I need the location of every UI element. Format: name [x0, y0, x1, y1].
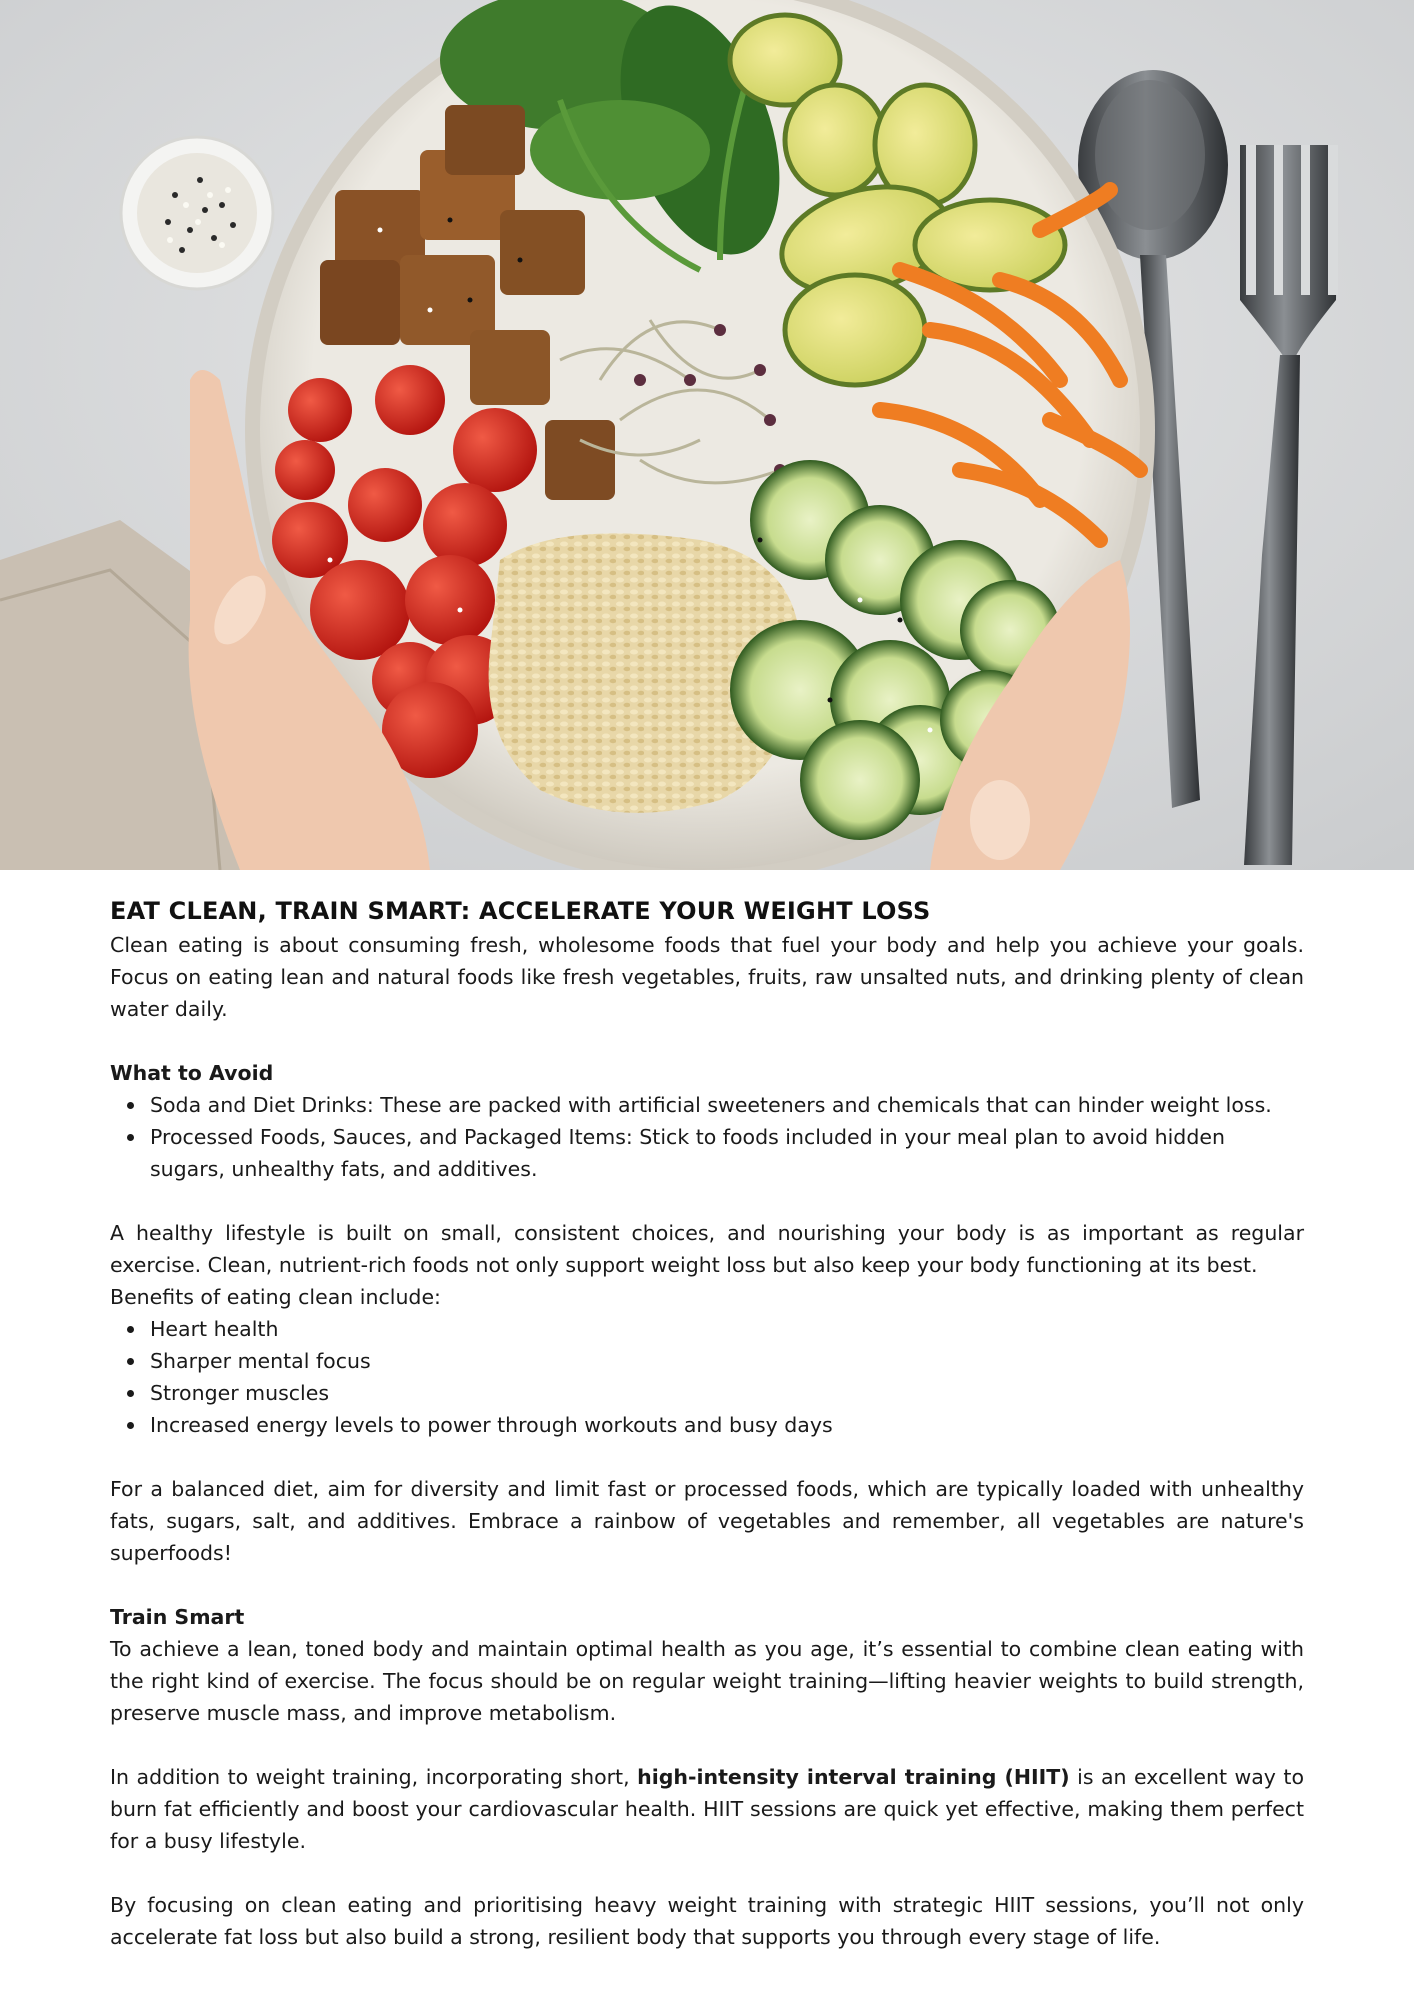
spacer	[110, 1857, 1304, 1889]
benefits-list	[110, 1313, 1304, 1441]
hiit-text-before: In addition to weight training, incorporating short,	[110, 1765, 638, 1789]
sesame-dish	[121, 137, 273, 289]
avoid-list	[110, 1089, 1304, 1185]
list-item-text: Processed Foods, Sauces, and Packaged Items: Stick to foods included in your meal plan to avoid hidden sugars, unhealthy fats, and additives.	[150, 1125, 1225, 1181]
spacer	[110, 1441, 1304, 1473]
train-paragraph-1: To achieve a lean, toned body and maintain optimal health as you age, it’s essential to combine clean eating with the right kind of exercise. The focus should be on regular weight training—lifting heavier weights to build strength, preserve muscle mass, and improve metabolism.	[110, 1637, 1304, 1725]
list-item-text: Soda and Diet Drinks: These are packed with artificial sweeteners and chemicals that can hinder weight loss.	[150, 1093, 1272, 1117]
list-item	[110, 1345, 1304, 1377]
spacer	[110, 1569, 1304, 1601]
bullet-icon	[127, 1102, 134, 1109]
list-item	[110, 1089, 1304, 1121]
benefits-intro: Benefits of eating clean include:	[110, 1285, 441, 1309]
list-item-text: Sharper mental focus	[150, 1349, 371, 1373]
balanced-diet-paragraph: For a balanced diet, aim for diversity and limit fast or processed foods, which are typically loaded with unhealthy fats, sugars, salt, and additives. Embrace a rainbow of vegetables and remember, all vegetables are nature's superfoods!	[110, 1477, 1304, 1565]
spacer	[110, 1185, 1304, 1217]
spacer	[110, 1025, 1304, 1057]
bullet-icon	[127, 1358, 134, 1365]
train-smart-heading: Train Smart	[110, 1605, 245, 1629]
bullet-icon	[127, 1390, 134, 1397]
bullet-icon	[127, 1326, 134, 1333]
buddha-bowl-illustration	[0, 0, 1414, 870]
list-item	[110, 1121, 1304, 1185]
train-paragraph-3: By focusing on clean eating and prioritising heavy weight training with strategic HIIT sessions, you’ll not only accelerate fat loss but also build a strong, resilient body that supports you through every stage of life.	[110, 1893, 1304, 1949]
spacer	[110, 1729, 1304, 1761]
hiit-text-after: is an excellent way to burn fat efficiently and boost your cardiovascular health. HIIT sessions are quick yet effective, making them perfect for a busy lifestyle.	[110, 1765, 1305, 1853]
list-item-text: Increased energy levels to power through workouts and busy days	[150, 1413, 833, 1437]
hiit-bold-term: high-intensity interval training (HIIT)	[637, 1765, 1070, 1789]
hero-photo	[0, 0, 1414, 870]
list-item-text: Heart health	[150, 1317, 279, 1341]
bullet-icon	[127, 1134, 134, 1141]
list-item	[110, 1377, 1304, 1409]
list-item	[110, 1409, 1304, 1441]
list-item	[110, 1313, 1304, 1345]
lifestyle-paragraph: A healthy lifestyle is built on small, consistent choices, and nourishing your body is as important as regular exercise. Clean, nutrient-rich foods not only support weight loss but also keep your body functioning at its best.	[110, 1221, 1304, 1277]
article-headline: EAT CLEAN, TRAIN SMART: ACCELERATE YOUR WEIGHT LOSS	[110, 897, 931, 925]
avoid-heading: What to Avoid	[110, 1061, 274, 1085]
article	[110, 893, 1304, 1953]
intro-paragraph: Clean eating is about consuming fresh, wholesome foods that fuel your body and help you achieve your goals. Focus on eating lean and natural foods like fresh vegetables, fruits, raw unsalted nuts, and drinking plenty of clean water daily.	[110, 933, 1304, 1021]
train-paragraph-2	[110, 1761, 1304, 1857]
list-item-text: Stronger muscles	[150, 1381, 330, 1405]
bullet-icon	[127, 1422, 134, 1429]
